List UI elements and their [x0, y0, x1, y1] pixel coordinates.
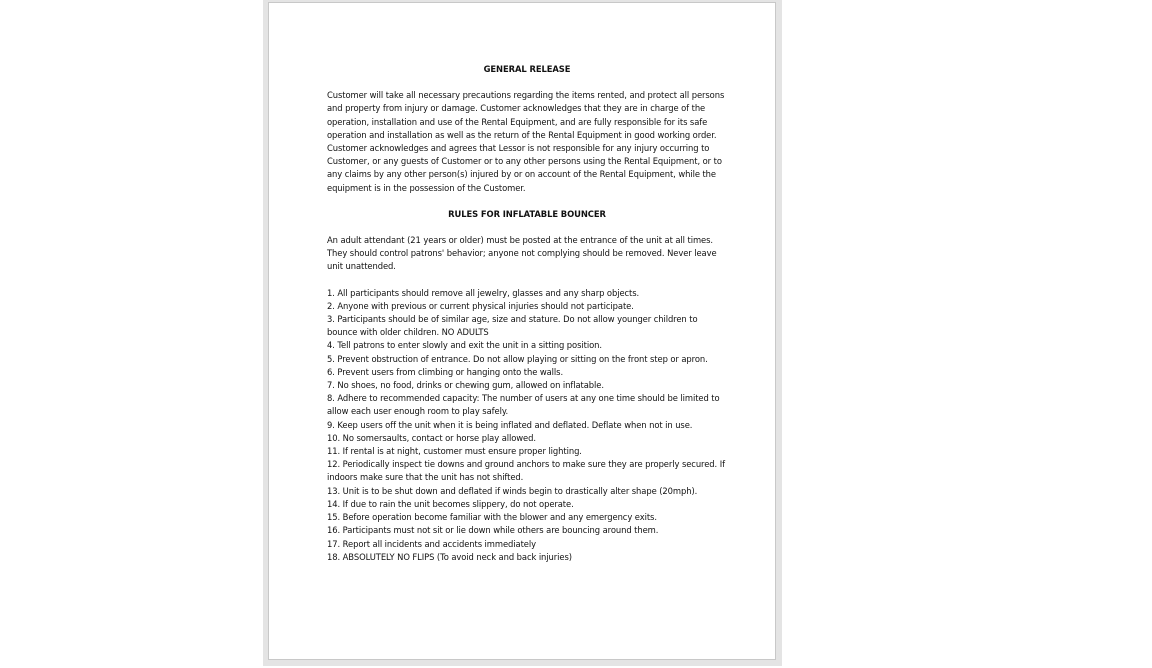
rules-list: [327, 287, 727, 564]
spacer: [327, 221, 727, 234]
rule-item: 17. Report all incidents and accidents immediately: [327, 538, 536, 549]
rule-item: 8. Adhere to recommended capacity: The number of users at any one time should be limited to allow each user enough room to play safely.: [327, 393, 720, 417]
rule-item: 11. If rental is at night, customer must ensure proper lighting.: [327, 446, 582, 457]
spacer: [327, 274, 727, 287]
rule-item: 6. Prevent users from climbing or hanging onto the walls.: [327, 366, 564, 377]
rule-item: 14. If due to rain the unit becomes slippery, do not operate.: [327, 498, 574, 509]
spacer: [327, 195, 727, 208]
rule-item: 13. Unit is to be shut down and deflated if winds begin to drastically alter shape (20mph).: [327, 485, 698, 496]
general-release-title: GENERAL RELEASE: [483, 64, 571, 74]
rule-item: 3. Participants should be of similar age, size and stature. Do not allow younger children to bounce with older children. NO ADULTS: [327, 314, 698, 338]
rule-item: 10. No somersaults, contact or horse play allowed.: [327, 432, 536, 443]
rule-item: 7. No shoes, no food, drinks or chewing gum, allowed on inflatable.: [327, 380, 604, 391]
rule-item: 4. Tell patrons to enter slowly and exit the unit in a sitting position.: [327, 340, 602, 351]
document-page: [268, 2, 776, 660]
rule-item: 18. ABSOLUTELY NO FLIPS (To avoid neck and back injuries): [327, 551, 572, 562]
rule-item: 1. All participants should remove all jewelry, glasses and any sharp objects.: [327, 287, 640, 298]
rule-item: 2. Anyone with previous or current physical injuries should not participate.: [327, 300, 634, 311]
release-paragraph: Customer will take all necessary precautions regarding the items rented, and protect all persons and property from injury or damage. Customer acknowledges that they are in charge of the operation, installation and use of the Rental Equipment, and are fully responsible for its safe operation and installation as well as the return of the Rental Equipment in good working order. Customer acknowledges and agrees that Lessor is not responsible for any injury occurring to Customer, or any guests of Customer or to any other persons using the Rental Equipment, or to any claims by any other person(s) injured by or on account of the Rental Equipment, while the equipment is in the possession of the Customer.: [327, 90, 725, 193]
rule-item: 15. Before operation become familiar with the blower and any emergency exits.: [327, 512, 657, 523]
rule-item: 12. Periodically inspect tie downs and ground anchors to make sure they are properly secured. If indoors make sure that the unit has not shifted.: [327, 459, 725, 483]
rules-intro-paragraph: An adult attendant (21 years or older) must be posted at the entrance of the unit at all times. They should control patrons' behavior; anyone not complying should be removed. Never leave unit unattended.: [327, 235, 717, 272]
rule-item: 9. Keep users off the unit when it is being inflated and deflated. Deflate when not in use.: [327, 419, 693, 430]
rule-item: 16. Participants must not sit or lie down while others are bouncing around them.: [327, 525, 659, 536]
rules-title: RULES FOR INFLATABLE BOUNCER: [448, 208, 606, 219]
document-body: [327, 63, 727, 564]
rule-item: 5. Prevent obstruction of entrance. Do not allow playing or sitting on the front step or apron.: [327, 353, 708, 364]
spacer: [327, 76, 727, 89]
